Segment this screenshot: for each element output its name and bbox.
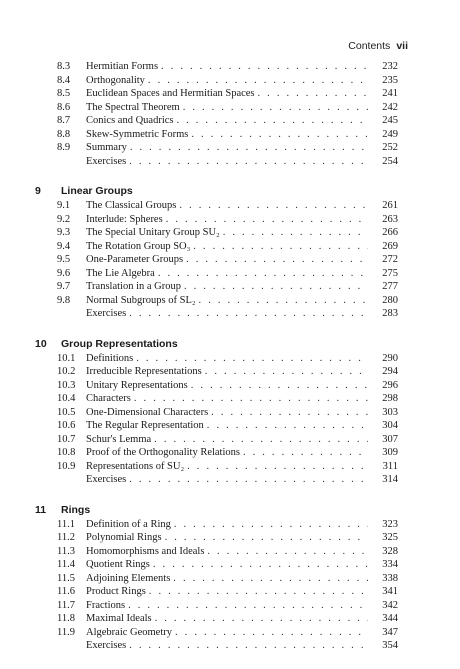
toc-entry[interactable] — [0, 531, 460, 545]
page-number: 280 — [382, 294, 398, 306]
dot-leader — [205, 365, 368, 379]
chapter-number: 10 — [35, 337, 47, 350]
page-number: 242 — [382, 101, 398, 113]
page-number: 309 — [382, 447, 398, 458]
chapter-heading[interactable] — [0, 184, 460, 199]
page-number: 303 — [382, 406, 398, 418]
section-number: 9.1 — [57, 200, 71, 211]
dot-leader — [174, 518, 368, 532]
dot-leader — [258, 87, 368, 101]
section-number: 8.7 — [57, 115, 71, 126]
page-number: 304 — [382, 420, 398, 431]
dot-leader — [211, 406, 368, 420]
chapter-heading[interactable] — [0, 503, 460, 518]
section-number: 11.6 — [57, 586, 75, 597]
dot-leader — [175, 626, 368, 640]
section-number: 8.3 — [57, 61, 71, 72]
toc-entry[interactable] — [0, 558, 460, 572]
section-number: 10.6 — [57, 420, 76, 431]
section-number: 8.9 — [57, 142, 71, 153]
dot-leader — [154, 433, 368, 447]
section-number: 9.8 — [57, 294, 71, 306]
section-title: Summary — [86, 141, 130, 155]
running-head — [348, 40, 408, 52]
section-title: Homomorphisms and Ideals — [86, 545, 207, 559]
section-number: 11.7 — [57, 599, 75, 611]
section-title: Exercises — [86, 473, 129, 487]
section-number: 10.3 — [57, 379, 76, 391]
dot-leader — [129, 473, 368, 487]
toc-entry[interactable] — [0, 639, 460, 653]
toc-entry[interactable] — [0, 599, 460, 613]
toc-entry[interactable] — [0, 128, 460, 142]
section-title: Definition of a Ring — [86, 518, 174, 532]
dot-leader — [165, 531, 368, 545]
section-title: Skew-Symmetric Forms — [86, 128, 191, 142]
running-head-page-number: vii — [396, 40, 408, 52]
dot-leader — [183, 101, 368, 115]
toc-entry[interactable] — [0, 433, 460, 447]
section-title: Product Rings — [86, 585, 149, 599]
dot-leader — [191, 379, 368, 393]
section-number: 8.6 — [57, 101, 71, 113]
page-number: 249 — [382, 128, 398, 140]
dot-leader — [186, 253, 368, 267]
page-number: 296 — [382, 379, 398, 391]
section-title: The Regular Representation — [86, 419, 207, 433]
dot-leader — [176, 114, 368, 128]
toc-entry[interactable] — [0, 365, 460, 379]
page-number: 294 — [382, 366, 398, 377]
page-number: 266 — [382, 227, 398, 238]
section-title: Adjoining Elements — [86, 572, 173, 586]
page-number: 347 — [382, 626, 398, 638]
toc-entry[interactable] — [0, 155, 460, 169]
page-number: 290 — [382, 352, 398, 364]
dot-leader — [158, 267, 368, 281]
section-title: The Classical Groups — [86, 199, 179, 213]
section-number: 11.3 — [57, 545, 75, 557]
section-number: 10.9 — [57, 460, 76, 472]
page-number: 232 — [382, 61, 398, 72]
dot-leader — [153, 558, 368, 572]
chapter-9 — [0, 184, 460, 321]
dot-leader — [134, 392, 368, 406]
section-number: 9.3 — [57, 227, 71, 238]
page-number: 342 — [382, 599, 398, 611]
toc-entry[interactable] — [0, 406, 460, 420]
section-title: Unitary Representations — [86, 379, 191, 393]
toc-entry[interactable] — [0, 280, 460, 294]
page-number: 325 — [382, 532, 398, 543]
section-title: Orthogonality — [86, 74, 148, 88]
dot-leader — [179, 199, 368, 213]
dot-leader — [155, 612, 368, 626]
dot-leader — [129, 639, 368, 653]
section-number: 10.1 — [57, 352, 76, 364]
chapter-10 — [0, 337, 460, 487]
dot-leader — [166, 213, 368, 227]
dot-leader — [207, 545, 368, 559]
dot-leader — [129, 155, 368, 169]
chapter-number: 11 — [35, 503, 47, 516]
page-number: 311 — [382, 460, 398, 472]
page-number: 241 — [382, 88, 398, 99]
dot-leader — [223, 226, 368, 240]
page-number: 245 — [382, 115, 398, 126]
section-title: Fractions — [86, 599, 128, 613]
toc-entry[interactable] — [0, 267, 460, 281]
section-number: 9.4 — [57, 240, 71, 252]
toc-entry[interactable] — [0, 379, 460, 393]
dot-leader — [184, 280, 368, 294]
chapter-title: Group Representations — [61, 337, 178, 350]
section-title: Definitions — [86, 352, 136, 366]
section-title: The Spectral Theorem — [86, 101, 183, 115]
toc-entry[interactable] — [0, 612, 460, 626]
section-title: The Special Unitary Group SU₂ — [86, 226, 223, 240]
page-number: 254 — [382, 155, 398, 167]
toc-entry[interactable] — [0, 572, 460, 586]
dot-leader — [128, 599, 368, 613]
toc-entry[interactable] — [0, 226, 460, 240]
chapter-number: 9 — [35, 185, 41, 197]
section-number: 11.9 — [57, 626, 75, 638]
dot-leader — [243, 446, 368, 460]
table-of-contents — [0, 60, 460, 669]
section-title: One-Dimensional Characters — [86, 406, 211, 420]
section-number: 8.4 — [57, 74, 71, 86]
page-number: 261 — [382, 200, 398, 211]
dot-leader — [193, 240, 368, 254]
toc-entry[interactable] — [0, 213, 460, 227]
dot-leader — [161, 60, 368, 74]
running-head-label: Contents — [348, 40, 391, 52]
section-number: 10.7 — [57, 433, 76, 445]
toc-entry[interactable] — [0, 392, 460, 406]
section-title: Translation in a Group — [86, 280, 184, 294]
toc-entry[interactable] — [0, 419, 460, 433]
section-title: Exercises — [86, 307, 129, 321]
section-title: Maximal Ideals — [86, 612, 155, 626]
page-number: 307 — [382, 433, 398, 445]
section-number: 10.2 — [57, 366, 76, 377]
chapter-continued — [0, 60, 460, 168]
page-number: 272 — [382, 254, 398, 265]
section-title: Polynomial Rings — [86, 531, 165, 545]
toc-entry[interactable] — [0, 446, 460, 460]
section-title: Proof of the Orthogonality Relations — [86, 446, 243, 460]
section-number: 8.5 — [57, 88, 71, 99]
toc-entry[interactable] — [0, 626, 460, 640]
page-number: 235 — [382, 74, 398, 86]
section-title: The Rotation Group SO₃ — [86, 240, 193, 254]
page-number: 328 — [382, 545, 398, 557]
dot-leader — [129, 307, 368, 321]
page-number: 277 — [382, 281, 398, 292]
section-number: 11.1 — [57, 518, 75, 530]
dot-leader — [187, 460, 368, 474]
section-title: Irreducible Representations — [86, 365, 205, 379]
toc-entry[interactable] — [0, 294, 460, 308]
toc-entry[interactable] — [0, 253, 460, 267]
section-number: 11.5 — [57, 572, 75, 584]
page-number: 263 — [382, 213, 398, 225]
page-number: 252 — [382, 142, 398, 153]
section-number: 9.2 — [57, 213, 71, 225]
section-number: 11.8 — [57, 613, 75, 624]
toc-entry[interactable] — [0, 141, 460, 155]
toc-entry[interactable] — [0, 101, 460, 115]
toc-entry[interactable] — [0, 460, 460, 474]
dot-leader — [136, 352, 368, 366]
section-title: Quotient Rings — [86, 558, 153, 572]
toc-entry[interactable] — [0, 60, 460, 74]
toc-entry[interactable] — [0, 240, 460, 254]
toc-entry[interactable] — [0, 545, 460, 559]
chapter-11 — [0, 503, 460, 653]
page-number: 314 — [382, 474, 398, 485]
dot-leader — [130, 141, 368, 155]
section-title: Algebraic Geometry — [86, 626, 175, 640]
toc-entry[interactable] — [0, 585, 460, 599]
dot-leader — [207, 419, 368, 433]
section-title: Euclidean Spaces and Hermitian Spaces — [86, 87, 258, 101]
section-title: Hermitian Forms — [86, 60, 161, 74]
toc-entry[interactable] — [0, 74, 460, 88]
section-title: Representations of SU₂ — [86, 460, 187, 474]
section-number: 11.2 — [57, 532, 75, 543]
dot-leader — [199, 294, 368, 308]
section-number: 11.4 — [57, 559, 75, 570]
chapter-heading[interactable] — [0, 337, 460, 352]
chapter-title: Rings — [61, 503, 91, 516]
chapter-title: Linear Groups — [61, 185, 133, 197]
section-title: Exercises — [86, 155, 129, 169]
toc-entry[interactable] — [0, 473, 460, 487]
toc-entry[interactable] — [0, 87, 460, 101]
page-number: 283 — [382, 308, 398, 319]
page-number: 344 — [382, 613, 398, 624]
toc-entry[interactable] — [0, 518, 460, 532]
toc-entry[interactable] — [0, 199, 460, 213]
section-title: The Lie Algebra — [86, 267, 158, 281]
section-number: 10.5 — [57, 406, 76, 418]
page-number: 323 — [382, 518, 398, 530]
dot-leader — [148, 74, 368, 88]
section-number: 10.8 — [57, 447, 76, 458]
section-number: 8.8 — [57, 128, 71, 140]
section-title: Conics and Quadrics — [86, 114, 176, 128]
toc-entry[interactable] — [0, 307, 460, 321]
section-number: 9.7 — [57, 281, 71, 292]
toc-entry[interactable] — [0, 352, 460, 366]
page-number: 334 — [382, 559, 398, 570]
dot-leader — [191, 128, 368, 142]
section-title: One-Parameter Groups — [86, 253, 186, 267]
page-number: 354 — [382, 640, 398, 651]
section-title: Exercises — [86, 639, 129, 653]
page-number: 269 — [382, 240, 398, 252]
dot-leader — [173, 572, 368, 586]
section-title: Normal Subgroups of SL₂ — [86, 294, 199, 308]
page-number: 341 — [382, 586, 398, 597]
section-title: Interlude: Spheres — [86, 213, 166, 227]
section-title: Characters — [86, 392, 134, 406]
section-number: 9.6 — [57, 267, 71, 279]
section-number: 9.5 — [57, 254, 71, 265]
section-number: 10.4 — [57, 393, 76, 404]
page-number: 338 — [382, 572, 398, 584]
dot-leader — [149, 585, 368, 599]
toc-entry[interactable] — [0, 114, 460, 128]
section-title: Schur's Lemma — [86, 433, 154, 447]
page-number: 298 — [382, 393, 398, 404]
page-number: 275 — [382, 267, 398, 279]
